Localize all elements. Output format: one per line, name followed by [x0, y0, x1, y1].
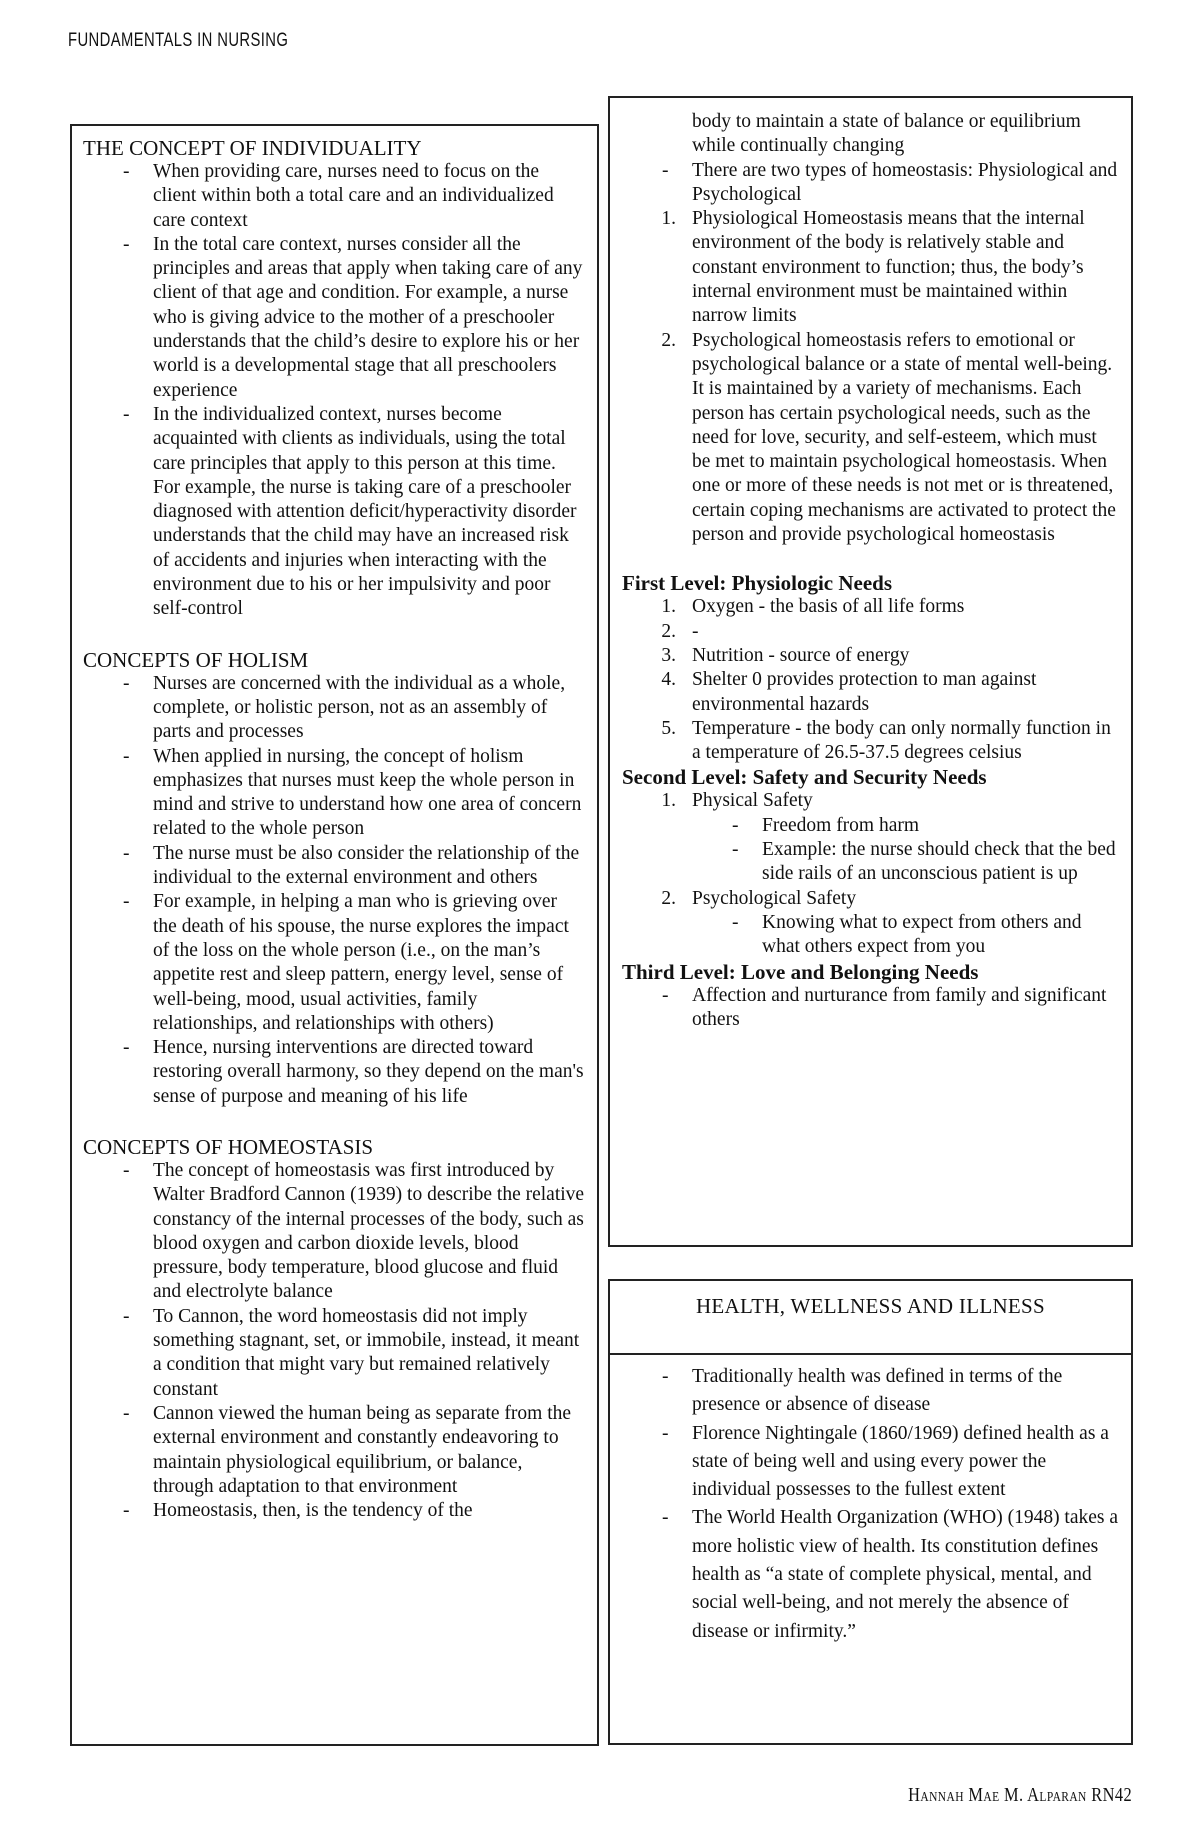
list-text: Psychological Safety [692, 887, 857, 909]
list-item: - The nurse must be also consider the relationship of the individual to the external environment and others [83, 842, 585, 891]
individuality-list [83, 160, 585, 622]
list-item: - When applied in nursing, the concept of holism emphasizes that nurses must keep the whole person in mind and strive to understand how one area of concern related to the whole person [83, 745, 585, 842]
list-number: 4. [661, 669, 676, 691]
list-item: - Homeostasis, then, is the tendency of the [83, 1499, 585, 1523]
list-item [622, 668, 1119, 717]
list-number: 2. [661, 887, 676, 909]
section-title-homeostasis: CONCEPTS OF HOMEOSTASIS [83, 1134, 374, 1159]
list-text: Temperature - the body can only normally function in a temperature of 26.5-37.5 degrees celsius [692, 717, 1111, 764]
list-text: - [692, 620, 699, 642]
list-item: - Nurses are concerned with the individual as a whole, complete, or holistic person, not as an assembly of parts and processes [83, 672, 585, 745]
list-text: Oxygen - the basis of all life forms [692, 596, 965, 618]
homeostasis-continued-text: body to maintain a state of balance or equilibrium while continually changing [692, 111, 1081, 157]
health-title-box [608, 1279, 1133, 1355]
health-body-box [608, 1355, 1133, 1745]
list-text: Nutrition - source of energy [692, 644, 910, 666]
homeostasis-types-numbered [622, 207, 1119, 547]
footer-author: Hannah Mae M. Alparan RN42 [908, 1784, 1132, 1806]
list-item [622, 329, 1119, 548]
page-header-title: FUNDAMENTALS IN NURSING [68, 30, 289, 51]
section-title-holism: CONCEPTS OF HOLISM [83, 647, 309, 672]
homeostasis-types-list [622, 159, 1119, 208]
list-item [622, 207, 1119, 328]
list-item: - In the individualized context, nurses become acquainted with clients as individuals, using the total care principles that apply to this person at this time. For example, the nurse is taking care of a preschooler diagnosed with attention deficit/hyperactivity disorder understands that the child may have an increased risk of accidents and injuries when interacting with the environment due to his or her impulsivity and poor self-control [83, 403, 585, 622]
list-item [622, 620, 1119, 644]
list-number: 1. [661, 790, 676, 812]
list-number: 2. [661, 329, 676, 351]
list-text: Physical Safety [692, 790, 813, 812]
list-item: - Florence Nightingale (1860/1969) defined health as a state of being well and using every power the individual possesses to the fullest extent [622, 1420, 1119, 1505]
section-title-second-level: Second Level: Safety and Security Needs [622, 765, 987, 790]
psychological-safety-list [692, 911, 1119, 960]
list-item [622, 717, 1119, 766]
list-item: - The World Health Organization (WHO) (1948) takes a more holistic view of health. Its constitution defines health as “a state of complete physical, mental, and social well-being, and not merely the absence of disease or infirmity.” [622, 1504, 1119, 1645]
section-title-first-level: First Level: Physiologic Needs [622, 571, 893, 596]
list-item [622, 595, 1119, 619]
list-item: - Hence, nursing interventions are directed toward restoring overall harmony, so they depend on the man's sense of purpose and meaning of his life [83, 1036, 585, 1109]
list-item: - Knowing what to expect from others and what others expect from you [692, 911, 1119, 960]
list-number: 5. [661, 717, 676, 739]
list-number: 3. [661, 644, 676, 666]
right-column-box [608, 96, 1133, 1247]
left-column-box [70, 124, 599, 1746]
section-title-third-level: Third Level: Love and Belonging Needs [622, 959, 979, 984]
list-item [622, 644, 1119, 668]
list-item: - Traditionally health was defined in terms of the presence or absence of disease [622, 1363, 1119, 1420]
list-number: 1. [661, 208, 676, 230]
first-level-list [622, 595, 1119, 765]
third-level-list [622, 984, 1119, 1033]
list-item: - In the total care context, nurses consider all the principles and areas that apply when taking care of any client of that age and condition. For example, a nurse who is giving advice to the mother of a preschooler understands that the child’s desire to explore his or her world is a developmental stage that all preschoolers experience [83, 233, 585, 403]
second-level-list-2 [622, 887, 1119, 911]
list-item: - Affection and nurturance from family and significant others [622, 984, 1119, 1033]
section-title-individuality: THE CONCEPT OF INDIVIDUALITY [83, 136, 422, 160]
holism-list [83, 672, 585, 1109]
list-item: - There are two types of homeostasis: Physiological and Psychological [622, 159, 1119, 208]
list-number: 2. [661, 620, 676, 642]
second-level-list [622, 789, 1119, 813]
health-list [622, 1363, 1119, 1646]
section-title-health: HEALTH, WELLNESS AND ILLNESS [695, 1294, 1046, 1318]
list-item: - The concept of homeostasis was first introduced by Walter Bradford Cannon (1939) to describe the relative constancy of the internal processes of the body, such as blood oxygen and carbon dioxide levels, blood pressure, body temperature, blood glucose and fluid and electrolyte balance [83, 1159, 585, 1305]
list-item: - Cannon viewed the human being as separate from the external environment and constantly endeavoring to maintain physiological equilibrium, or balance, through adaptation to that environment [83, 1402, 585, 1499]
physical-safety-list [692, 814, 1119, 887]
list-text: Psychological homeostasis refers to emotional or psychological balance or a state of mental well-being. It is maintained by a variety of mechanisms. Each person has certain psychological needs, such as the need for love, security, and self-esteem, which must be met to maintain psychological homeostasis. When one or more of these needs is not met or is threatened, certain coping mechanisms are activated to protect the person and provide psychological homeostasis [692, 329, 1116, 546]
list-number: 1. [661, 596, 676, 618]
list-text: Shelter 0 provides protection to man against environmental hazards [692, 669, 1037, 715]
homeostasis-list [83, 1159, 585, 1523]
list-item: - To Cannon, the word homeostasis did not imply something stagnant, set, or immobile, instead, it meant a condition that might vary but remained relatively constant [83, 1305, 585, 1402]
list-item: - Example: the nurse should check that the bed side rails of an unconscious patient is up [692, 838, 1119, 887]
list-item: - For example, in helping a man who is grieving over the death of his spouse, the nurse explores the impact of the loss on the whole person (i.e., on the man’s appetite rest and sleep pattern, energy level, sense of well-being, mood, usual activities, family relationships, and relationships with others) [83, 890, 585, 1036]
list-item: - Freedom from harm [692, 814, 1119, 838]
list-item [622, 887, 1119, 911]
list-item [622, 789, 1119, 813]
list-item: - When providing care, nurses need to focus on the client within both a total care and an individualized care context [83, 160, 585, 233]
list-text: Physiological Homeostasis means that the internal environment of the body is relatively stable and constant environment to function; thus, the body’s internal environment must be maintained within narrow limits [692, 208, 1085, 327]
